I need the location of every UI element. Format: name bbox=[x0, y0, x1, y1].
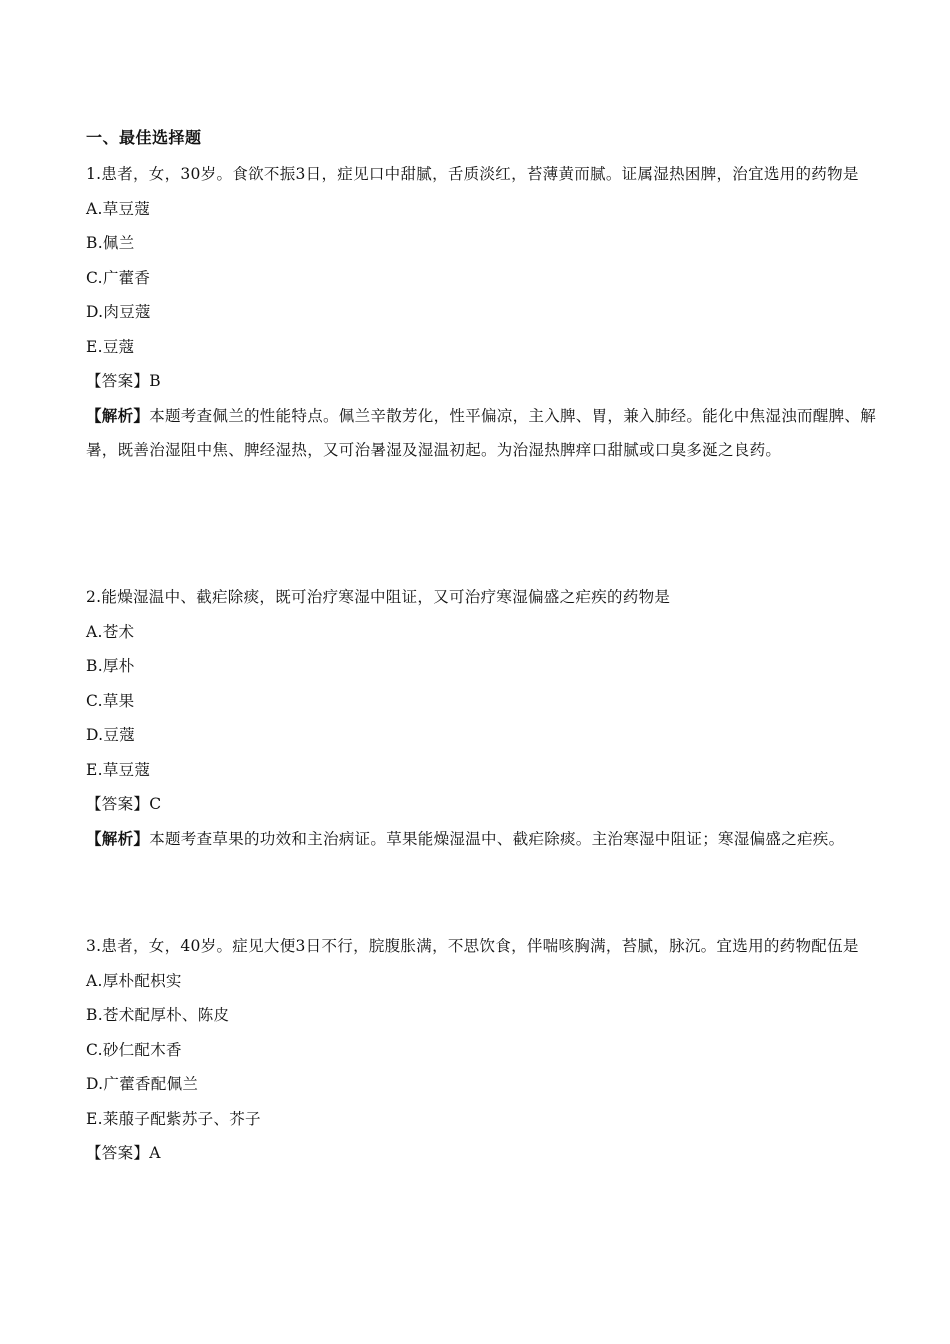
explanation-text: 本题考查佩兰的性能特点。佩兰辛散芳化，性平偏凉，主入脾、胃，兼入肺经。能化中焦湿浊而醒脾、解暑，既善治湿阻中焦、脾经湿热，又可治暑湿及湿温初起。为治湿热脾痒口甜腻或口臭多涎之良药。 bbox=[86, 406, 877, 459]
question-stem: 3.患者，女，40岁。症见大便3日不行，脘腹胀满，不思饮食，伴喘咳胸满，苔腻，脉沉。宜选用的药物配伍是 bbox=[86, 937, 859, 955]
answer-label: 【答案】 bbox=[86, 795, 150, 813]
answer-label: 【答案】 bbox=[86, 372, 150, 390]
explanation bbox=[86, 822, 876, 857]
answer-value: C bbox=[149, 795, 162, 813]
answer-line bbox=[86, 364, 876, 399]
option-a: A.厚朴配枳实 bbox=[86, 971, 182, 990]
option-c: C.广藿香 bbox=[86, 268, 151, 287]
answer-value: B bbox=[149, 372, 161, 390]
answer-line bbox=[86, 787, 876, 822]
option-e: E.莱菔子配紫苏子、芥子 bbox=[86, 1109, 261, 1128]
answer-value: A bbox=[149, 1144, 161, 1162]
explanation-text: 本题考查草果的功效和主治病证。草果能燥湿温中、截疟除痰。主治寒湿中阻证；寒湿偏盛之疟疾。 bbox=[149, 829, 845, 848]
option-c: C.砂仁配木香 bbox=[86, 1040, 182, 1059]
explanation-label: 【解析】 bbox=[86, 828, 150, 848]
answer-label: 【答案】 bbox=[86, 1144, 150, 1162]
option-b: B.佩兰 bbox=[86, 234, 135, 252]
question-stem: 2.能燥湿温中、截疟除痰，既可治疗寒湿中阻证，又可治疗寒湿偏盛之疟疾的药物是 bbox=[86, 588, 671, 606]
option-a: A.草豆蔻 bbox=[86, 199, 151, 218]
option-b: B.厚朴 bbox=[86, 657, 135, 675]
section-title: 一、最佳选择题 bbox=[86, 128, 202, 147]
option-d: D.广藿香配佩兰 bbox=[86, 1075, 199, 1093]
explanation-label: 【解析】 bbox=[86, 405, 150, 425]
question-2 bbox=[86, 580, 876, 856]
question-3 bbox=[86, 929, 876, 1171]
option-c: C.草果 bbox=[86, 691, 135, 710]
option-d: D.肉豆蔻 bbox=[86, 303, 151, 321]
question-stem: 1.患者，女，30岁。食欲不振3日，症见口中甜腻，舌质淡红，苔薄黄而腻。证属湿热困脾，治宜选用的药物是 bbox=[86, 165, 859, 183]
answer-line bbox=[86, 1136, 876, 1171]
option-e: E.豆蔻 bbox=[86, 337, 135, 356]
option-a: A.苍术 bbox=[86, 622, 135, 641]
option-b: B.苍术配厚朴、陈皮 bbox=[86, 1006, 230, 1024]
explanation bbox=[86, 399, 876, 468]
option-e: E.草豆蔻 bbox=[86, 760, 151, 779]
option-d: D.豆蔻 bbox=[86, 726, 136, 744]
question-1 bbox=[86, 157, 876, 468]
